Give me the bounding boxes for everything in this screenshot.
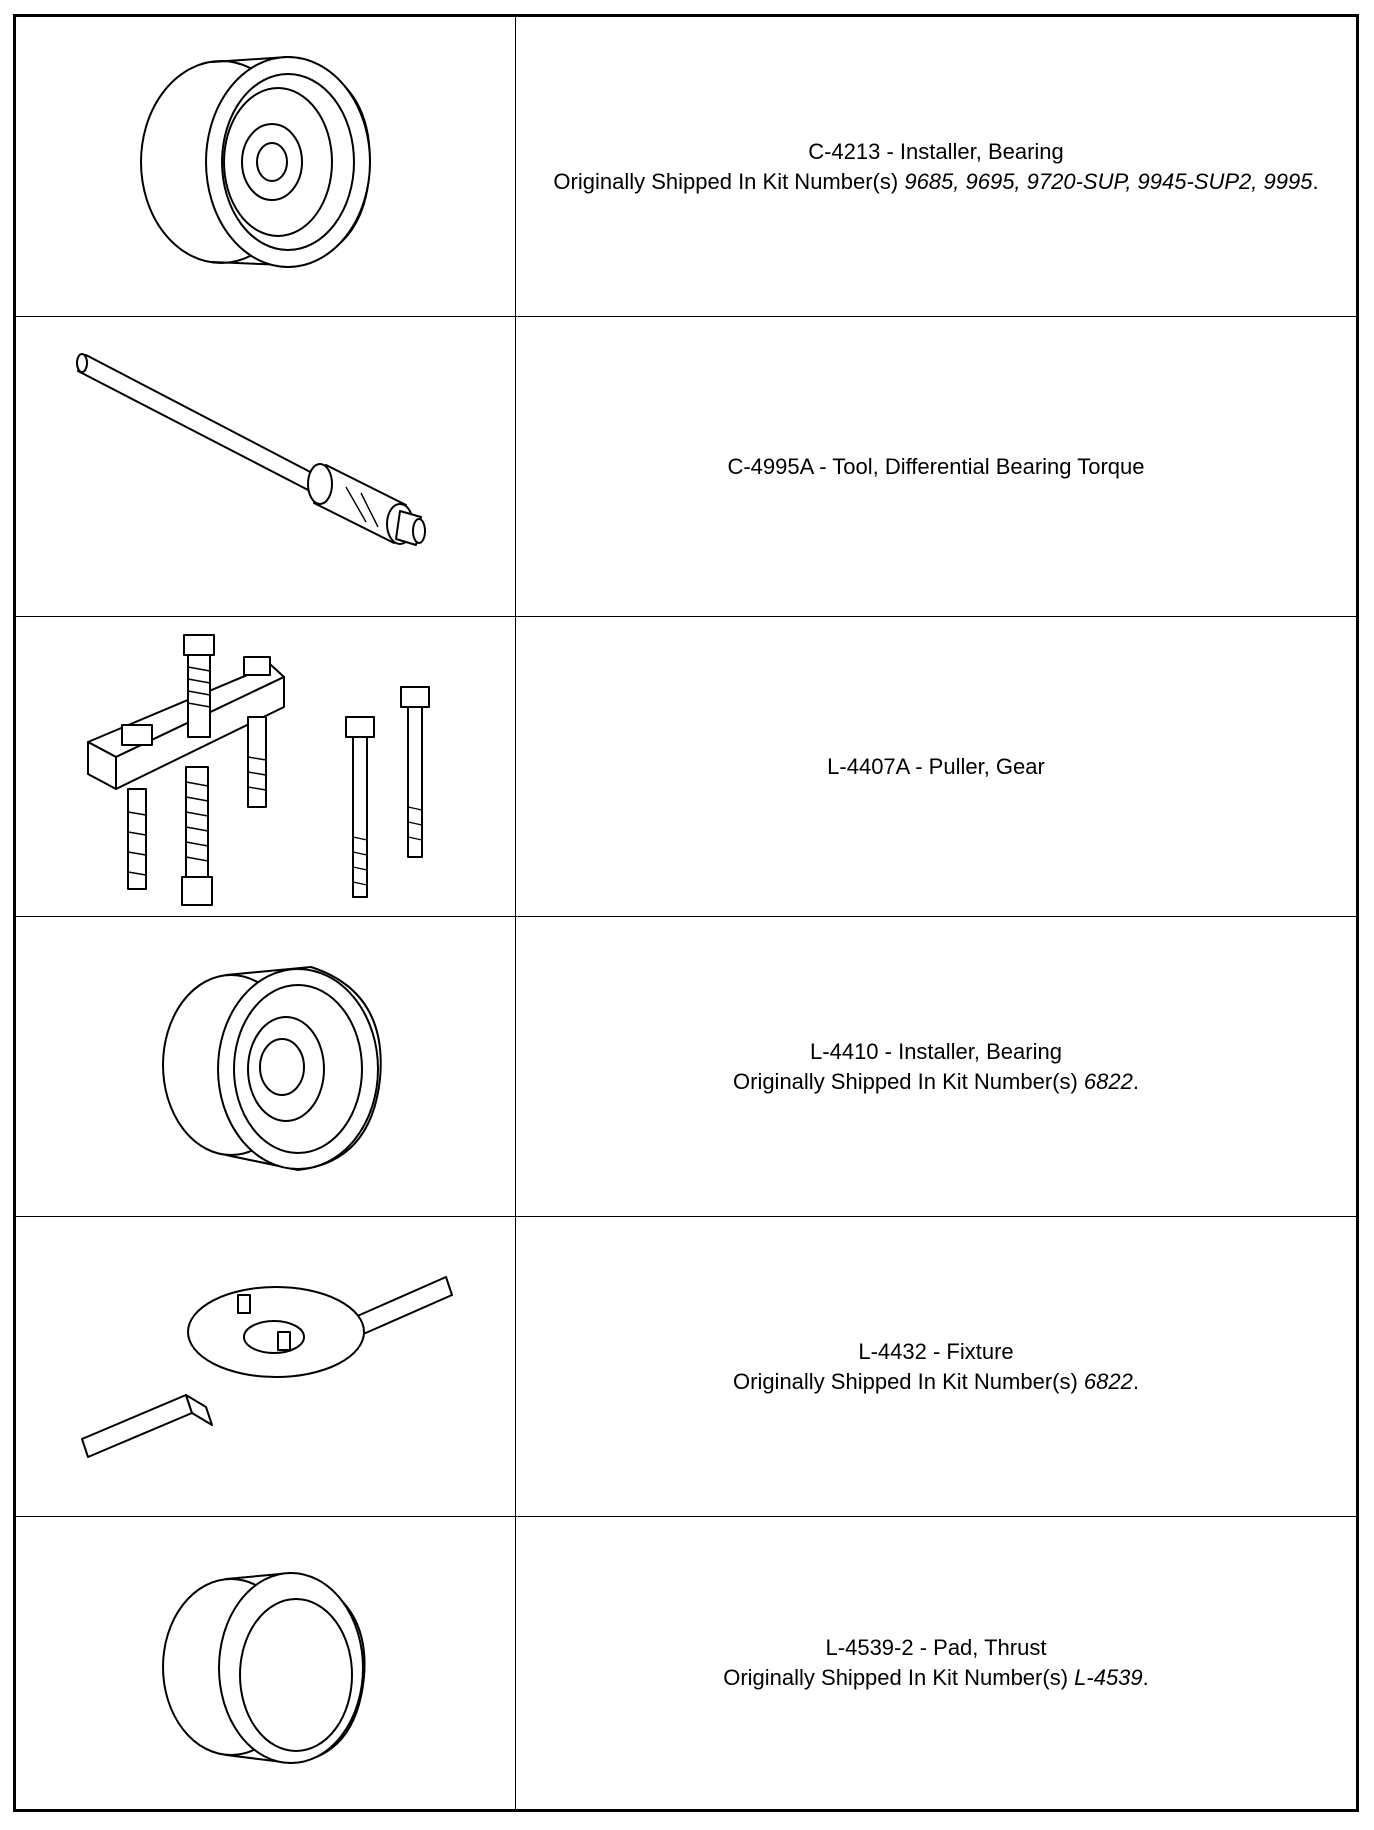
tool-table xyxy=(13,14,1359,1812)
tool-row xyxy=(16,1217,1356,1517)
tool-title: L-4432 - Fixture xyxy=(858,1338,1014,1364)
kit-suffix: . xyxy=(1132,1368,1139,1394)
tool-kit-line xyxy=(733,1067,1139,1097)
tool-row xyxy=(16,317,1356,617)
tool-title: L-4410 - Installer, Bearing xyxy=(810,1038,1062,1064)
tool-description xyxy=(516,1517,1356,1809)
kit-numbers: 9685, 9695, 9720-SUP, 9945-SUP2, 9995 xyxy=(904,168,1313,194)
kit-numbers: 6822 xyxy=(1083,1368,1133,1394)
tool-image-cell xyxy=(16,917,516,1216)
kit-suffix: . xyxy=(1142,1665,1149,1690)
tool-description xyxy=(516,317,1356,616)
kit-prefix: Originally Shipped In Kit Number(s) xyxy=(733,1068,1084,1094)
tool-row xyxy=(16,1517,1356,1809)
tool-title: C-4995A - Tool, Differential Bearing Torque xyxy=(727,453,1145,479)
kit-prefix: Originally Shipped In Kit Number(s) xyxy=(553,168,905,194)
kit-prefix: Originally Shipped In Kit Number(s) xyxy=(723,1665,1075,1690)
tool-image-cell xyxy=(16,1517,516,1809)
tool-kit-line xyxy=(733,1367,1139,1397)
tool-title: C-4213 - Installer, Bearing xyxy=(808,138,1064,164)
kit-suffix: . xyxy=(1312,168,1319,194)
kit-prefix: Originally Shipped In Kit Number(s) xyxy=(733,1368,1084,1394)
tool-description xyxy=(516,617,1356,916)
thrust-pad-icon xyxy=(16,1517,516,1816)
tool-image-cell xyxy=(16,617,516,916)
kit-numbers: L-4539 xyxy=(1074,1665,1143,1690)
tool-image-cell xyxy=(16,1217,516,1516)
tool-image-cell xyxy=(16,17,516,316)
tool-description xyxy=(516,1217,1356,1516)
tool-kit-line xyxy=(553,167,1318,197)
torque-tool-icon xyxy=(16,317,516,616)
kit-suffix: . xyxy=(1132,1068,1139,1094)
gear-puller-icon xyxy=(16,617,516,916)
tool-description xyxy=(516,917,1356,1216)
tool-description xyxy=(516,17,1356,316)
kit-numbers: 6822 xyxy=(1083,1068,1133,1094)
fixture-icon xyxy=(16,1217,516,1516)
tool-row xyxy=(16,917,1356,1217)
bearing-installer-icon xyxy=(16,917,516,1216)
tool-row xyxy=(16,617,1356,917)
tool-kit-line xyxy=(723,1663,1149,1693)
tool-row xyxy=(16,17,1356,317)
tool-image-cell xyxy=(16,317,516,616)
tool-title: L-4407A - Puller, Gear xyxy=(827,753,1045,779)
bearing-installer-icon xyxy=(16,17,516,316)
tool-title: L-4539-2 - Pad, Thrust xyxy=(825,1635,1047,1660)
